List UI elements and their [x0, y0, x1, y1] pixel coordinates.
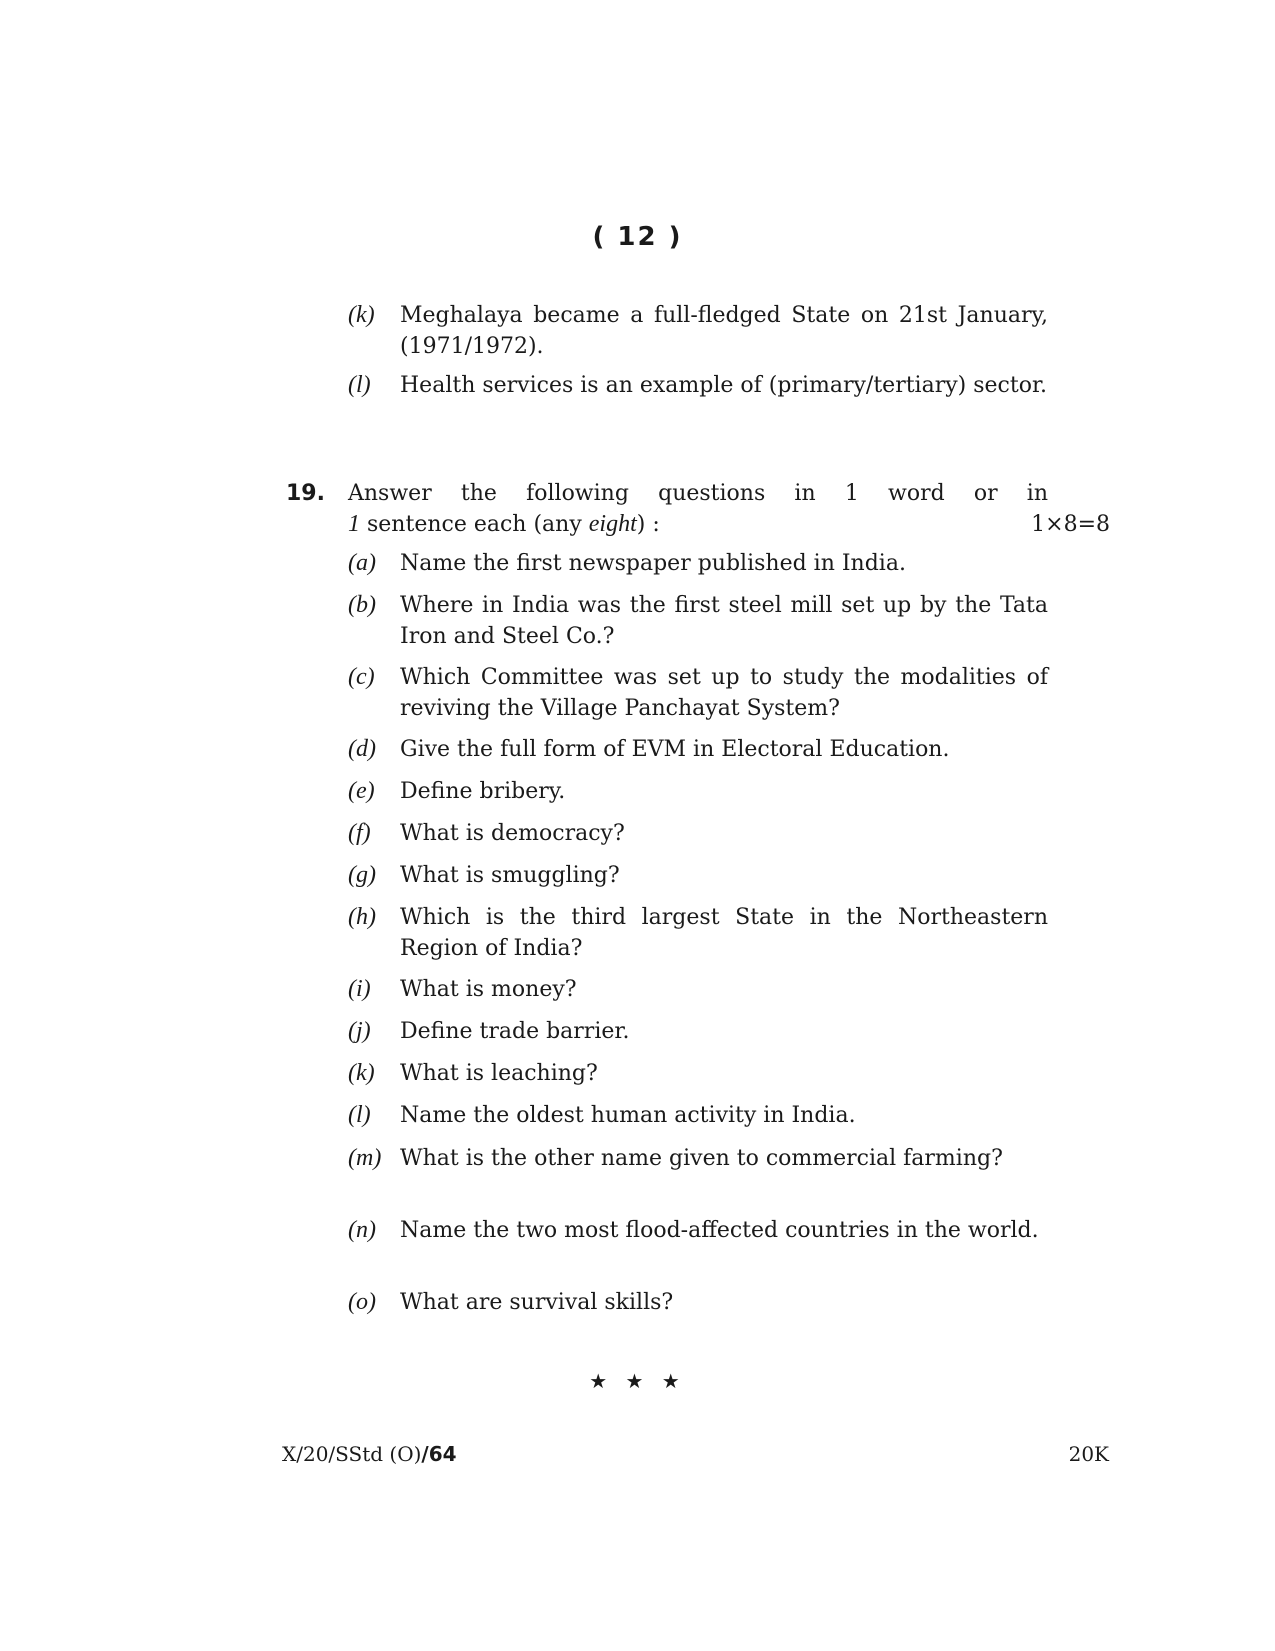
footer-print-count: 20K: [1068, 1442, 1109, 1466]
item-text: Name the first newspaper published in India.: [400, 551, 906, 576]
page-number: ( 12 ): [592, 222, 683, 252]
item-label: (l): [348, 372, 371, 398]
item-text: Where in India was the first steel mill set up by the Tata Iron and Steel Co.?: [400, 593, 1048, 649]
item-text: Name the two most flood-affected countries in the world.: [400, 1218, 1039, 1243]
question-choice: eight: [588, 511, 637, 537]
footer-code-bold: /64: [421, 1442, 457, 1466]
question-text-mid: sentence each (any: [360, 512, 589, 537]
item-text: What is money?: [400, 977, 577, 1002]
item-label: (j): [348, 1018, 371, 1044]
item-label: (k): [348, 302, 375, 328]
item-label: (o): [348, 1289, 376, 1315]
item-text: What is smuggling?: [400, 863, 620, 888]
item-text: Name the oldest human activity in India.: [400, 1103, 856, 1128]
item-text: What is democracy?: [400, 821, 625, 846]
item-label: (b): [348, 592, 376, 618]
question-marks: 1×8=8: [1031, 512, 1110, 537]
list-item: [348, 370, 1048, 432]
item-label: (k): [348, 1060, 375, 1086]
question-text-line1: Answer the following questions in 1 word or in: [348, 481, 1048, 506]
item-text: What are survival skills?: [400, 1290, 674, 1315]
item-label: (i): [348, 976, 371, 1002]
item-text: Which is the third largest State in the Northeastern Region of India?: [400, 905, 1048, 961]
item-label: (n): [348, 1217, 376, 1243]
item-label: (l): [348, 1102, 371, 1128]
item-label: (d): [348, 736, 376, 762]
item-label: (h): [348, 904, 376, 930]
item-label: (f): [348, 820, 371, 846]
item-text: Define bribery.: [400, 779, 566, 804]
item-text: Health services is an example of (primary/tertiary) sector.: [400, 373, 1048, 398]
item-text: Meghalaya became a full-fledged State on 21st January, (1971/1972).: [400, 303, 1048, 359]
item-text: What is the other name given to commercial farming?: [400, 1146, 1003, 1171]
item-label: (m): [348, 1145, 382, 1171]
end-marker: ★ ★ ★: [589, 1369, 686, 1393]
question-count: 1: [348, 511, 360, 537]
item-text: Define trade barrier.: [400, 1019, 630, 1044]
list-item: [348, 300, 1048, 362]
item-text: Give the full form of EVM in Electoral Education.: [400, 737, 950, 762]
question-text-end: ) :: [636, 512, 660, 537]
item-label: (e): [348, 778, 375, 804]
footer-code-text: X/20/SStd (O): [282, 1442, 422, 1466]
item-label: (g): [348, 862, 376, 888]
question-number: 19.: [286, 481, 325, 506]
item-text: Which Committee was set up to study the modalities of reviving the Village Panchayat System?: [400, 665, 1048, 721]
footer-paper-code: [282, 1442, 457, 1466]
item-label: (a): [348, 550, 376, 576]
question-text-line2: [348, 509, 1048, 540]
item-label: (c): [348, 664, 375, 690]
item-text: What is leaching?: [400, 1061, 598, 1086]
